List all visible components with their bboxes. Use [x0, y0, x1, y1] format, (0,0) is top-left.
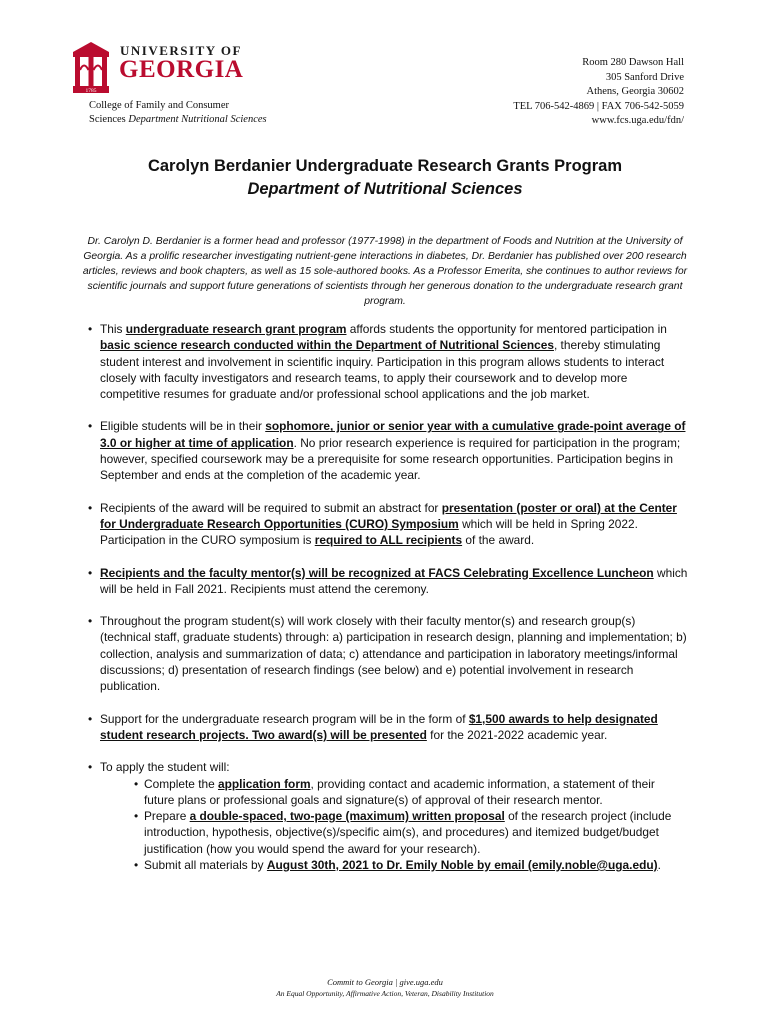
list-item: • To apply the student will: — [88, 760, 230, 775]
sub-list-item: • Complete the application form, providing contact and academic information, a statement of their future plans or professional goals and signature(s) of approval of their research mentor. — [134, 776, 655, 807]
logo-georgia-text: GEORGIA — [119, 56, 244, 83]
bullet-list — [88, 321, 688, 873]
sub-list-item: • Submit all materials by August 30th, 2021 to Dr. Emily Noble by email (emily.noble@uga.edu). — [134, 858, 661, 873]
list-item: • Recipients and the faculty mentor(s) will be recognized at FACS Celebrating Excellence Luncheon which will be held in Fall 2021. Recipients must attend the ceremony. — [88, 565, 688, 596]
college-name: College of Family and Consumer Sciences Department Nutritional Sciences — [89, 100, 267, 125]
page-title: Carolyn Berdanier Undergraduate Research Grants Program — [147, 157, 623, 175]
list-item: • Support for the undergraduate research program will be in the form of $1,500 awards to help designated student research projects. Two award(s) will be presented for the 2021-2022 academic year. — [88, 711, 658, 742]
arch-icon — [70, 40, 112, 94]
bullet-dot-icon: • — [88, 419, 93, 434]
bullet-dot-icon: • — [134, 858, 139, 873]
bullet-dot-icon: • — [88, 500, 93, 515]
list-item: • Throughout the program student(s) will work closely with their faculty mentor(s) and research group(s) (technical staff, graduate students) through: a) participation in research design, planning and implementation; b) collection, analysis and summarization of data; c) attendance and participation in laboratory meetings/informal discussions; d) presentation of research findings (see below) and e) potential involvement in research publication. — [88, 614, 687, 694]
bullet-dot-icon: • — [134, 776, 139, 791]
bullet-dot-icon: • — [88, 565, 93, 580]
sub-list-item: • Prepare a double-spaced, two-page (maximum) written proposal of the research project (include introduction, hypothesis, objective(s)/specific aim(s), and procedures) and itemized budget/budget justification (how you would spend the award for your research). — [134, 809, 672, 856]
intro-paragraph: Dr. Carolyn D. Berdanier is a former head and professor (1977-1998) in the department of Foods and Nutrition at the University of Georgia. As a prolific researcher investigating nutrient-gene interactions in diabetes, Dr. Berdanier has published over 200 research articles, reviews and book chapters, as well as 15 sole-authored books. As a Professor Emerita, she continues to author reviews for scientific journals and support future generations of scientists through her generous donation to the undergraduate research grant program. — [82, 236, 688, 307]
bullet-dot-icon: • — [88, 322, 93, 336]
bullet-dot-icon: • — [134, 809, 139, 824]
bullet-dot-icon: • — [88, 614, 93, 629]
bullet-dot-icon: • — [88, 760, 93, 775]
logo-year: 1785 — [85, 88, 97, 94]
department-address: Room 280 Dawson Hall 305 Sanford Drive Athens, Georgia 30602 TEL 706-542-4869 | FAX 706-542-5059 www.fcs.uga.edu/fdn/ — [513, 57, 684, 127]
footer-commit: Commit to Georgia | give.uga.edu — [327, 977, 443, 987]
footer-equal-opportunity: An Equal Opportunity, Affirmative Action, Veteran, Disability Institution — [276, 989, 494, 998]
list-item: • Recipients of the award will be required to submit an abstract for presentation (poster or oral) at the Center for Undergraduate Research Opportunities (CURO) Symposium which will be held in Spring 2022. Participation in the CURO symposium is required to ALL recipients of the award. — [88, 500, 677, 548]
logo-university-text: UNIVERSITY OF — [120, 43, 242, 58]
list-item: • This undergraduate research grant program affords students the opportunity for mentored participation in basic science research conducted within the Department of Nutritional Sciences, thereby stimulating student interest and involvement in scientific inquiry. Participation in this program allows students to interact closely with faculty investigators and research teams, to apply their coursework and to develop more competitive resumes for graduate and/or professional school applications and the job market. — [88, 322, 667, 402]
page-subtitle: Department of Nutritional Sciences — [247, 180, 523, 198]
uga-logo — [70, 40, 255, 96]
bullet-dot-icon: • — [88, 711, 93, 726]
list-item: • Eligible students will be in their sophomore, junior or senior year with a cumulative grade-point average of 3.0 or higher at time of application. No prior research experience is required for participation in the program; however, specified coursework may be a prerequisite for some research opportunities. Participation begins in September and ends at the completion of the academic year. — [88, 419, 686, 483]
